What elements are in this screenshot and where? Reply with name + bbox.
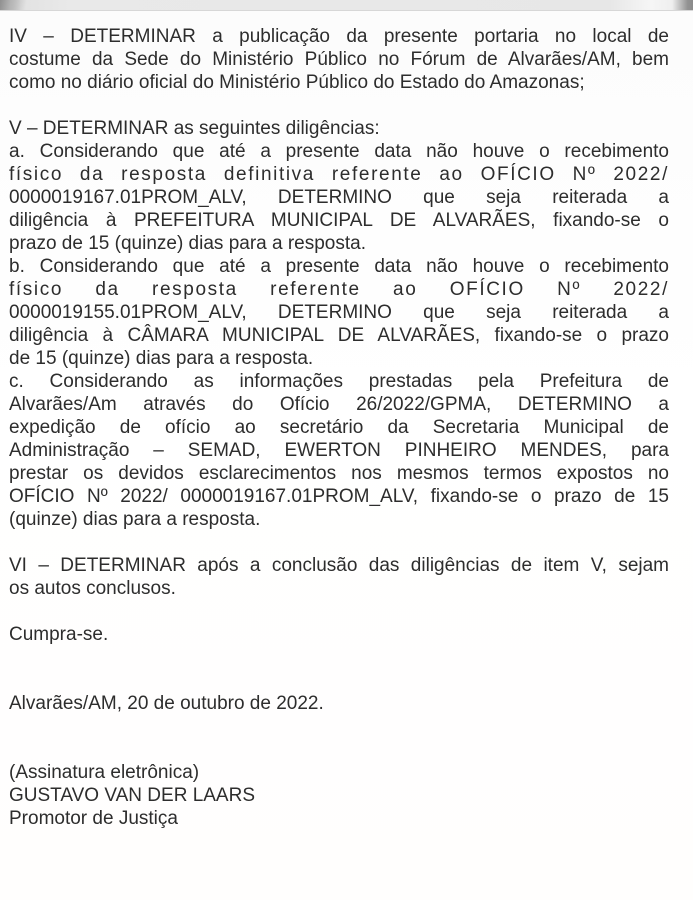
- paragraph-cumpra-se: [9, 623, 669, 646]
- document-line: 0000019155.01PROM_ALV, DETERMINO que seja reiterada a: [9, 302, 669, 323]
- paragraph-item-v-diligencia-b: [9, 255, 669, 370]
- document-line: os autos conclusos.: [9, 578, 176, 599]
- document-line: OFÍCIO Nº 2022/ 0000019167.01PROM_ALV, fixando-se o prazo de 15: [9, 486, 669, 507]
- paragraph-signature-block: [9, 761, 669, 830]
- document-line: prazo de 15 (quinze) dias para a resposta.: [9, 233, 366, 254]
- document-line: como no diário oficial do Ministério Público do Estado do Amazonas;: [9, 72, 585, 93]
- document-line: prestar os devidos esclarecimentos nos mesmos termos expostos no: [9, 463, 669, 484]
- document-line: expedição de ofício ao secretário da Secretaria Municipal de: [9, 417, 669, 438]
- document-line: físico da resposta referente ao OFÍCIO Nº 2022/: [9, 279, 669, 300]
- paragraph-item-vi: [9, 554, 669, 600]
- document-line: (Assinatura eletrônica): [9, 762, 200, 783]
- paragraph-date-place-line: [9, 692, 669, 715]
- document-line: b. Considerando que até a presente data não houve o recebimento: [9, 256, 669, 277]
- document-line: 0000019167.01PROM_ALV, DETERMINO que seja reiterada a: [9, 187, 669, 208]
- document-line: GUSTAVO VAN DER LAARS: [9, 785, 255, 806]
- document-line: Alvarães/Am através do Ofício 26/2022/GPMA, DETERMINO a: [9, 394, 669, 415]
- paragraph-item-iv: [9, 25, 669, 94]
- document-line: de 15 (quinze) dias para a resposta.: [9, 348, 314, 369]
- document-line: Alvarães/AM, 20 de outubro de 2022.: [9, 693, 324, 714]
- document-line: diligência à CÂMARA MUNICIPAL DE ALVARÃES, fixando-se o prazo: [9, 325, 669, 346]
- document-line: costume da Sede do Ministério Público no Fórum de Alvarães/AM, bem: [9, 49, 669, 70]
- paragraph-item-v-diligencia-a: [9, 140, 669, 255]
- document-line: físico da resposta definitiva referente ao OFÍCIO Nº 2022/: [9, 164, 669, 185]
- document-line: IV – DETERMINAR a publicação da presente portaria no local de: [9, 26, 669, 47]
- document-line: VI – DETERMINAR após a conclusão das diligências de item V, sejam: [9, 555, 669, 576]
- scan-top-edge-artifact: [0, 0, 693, 11]
- document-body: [9, 25, 669, 830]
- document-line: Cumpra-se.: [9, 624, 109, 645]
- document-line: diligência à PREFEITURA MUNICIPAL DE ALVARÃES, fixando-se o: [9, 210, 669, 231]
- document-line: V – DETERMINAR as seguintes diligências:: [9, 118, 380, 139]
- document-line: (quinze) dias para a resposta.: [9, 509, 261, 530]
- paragraph-item-v-diligencia-c: [9, 370, 669, 531]
- document-line: c. Considerando as informações prestadas pela Prefeitura de: [9, 371, 669, 392]
- document-line: Administração – SEMAD, EWERTON PINHEIRO MENDES, para: [9, 440, 669, 461]
- paragraph-item-v-heading: [9, 117, 669, 140]
- document-line: a. Considerando que até a presente data não houve o recebimento: [9, 141, 669, 162]
- document-line: Promotor de Justiça: [9, 808, 178, 829]
